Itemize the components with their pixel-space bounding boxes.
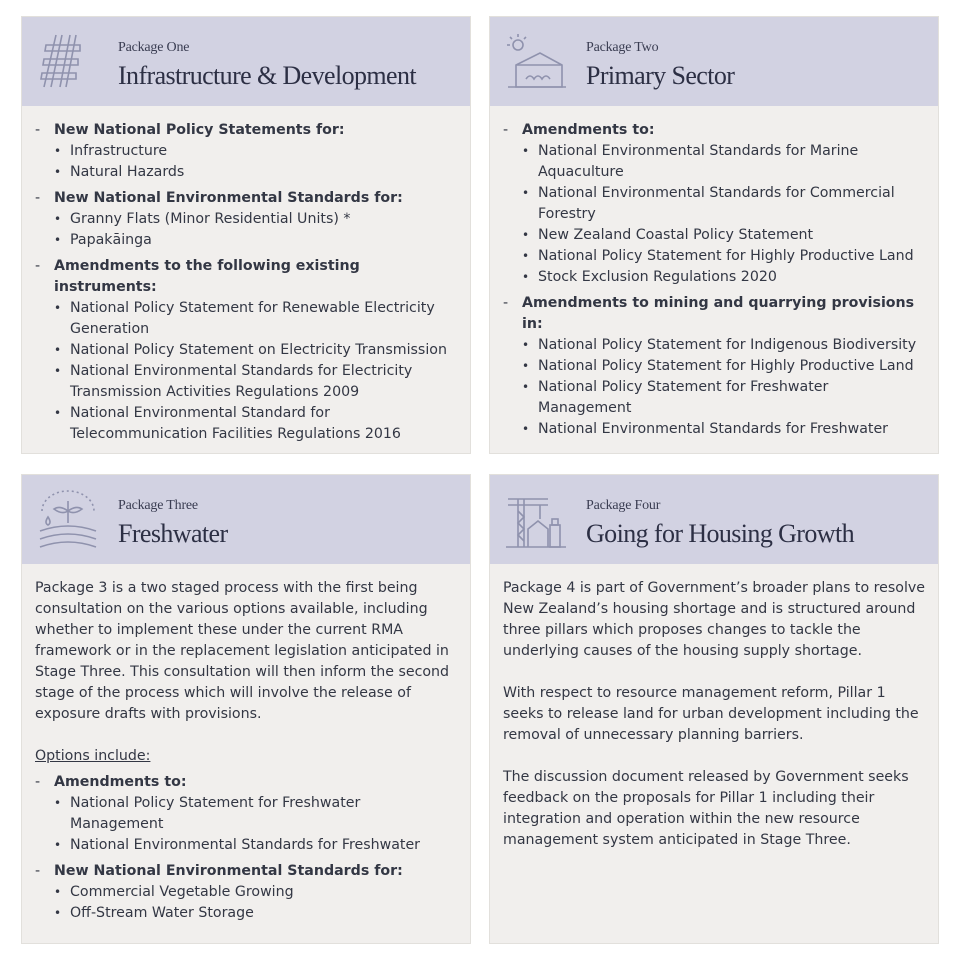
list-item: • Natural Hazards bbox=[70, 162, 458, 183]
package-kicker: Package Two bbox=[586, 40, 659, 55]
list-item: • Granny Flats (Minor Residential Units) * bbox=[70, 209, 458, 230]
card-body bbox=[22, 564, 470, 924]
list-item: • Infrastructure bbox=[70, 141, 458, 162]
intro-paragraph: Package 3 is a two staged process with the first being consultation on the various options available, including whether to implement these under the current RMA framework or in the replacement legislation anticipated in Stage Three. This consultation will then inform the second stage of the process which will involve the release of exposure drafts with provisions. bbox=[35, 580, 450, 722]
list-group bbox=[35, 861, 458, 924]
paragraph: With respect to resource management reform, Pillar 1 seeks to release land for urban development including the removal of unnecessary planning barriers. bbox=[503, 685, 919, 743]
list-item: • National Policy Statement for Freshwater Management bbox=[70, 793, 458, 835]
card-body bbox=[490, 106, 938, 440]
list-item: • National Policy Statement for Highly Productive Land bbox=[538, 246, 926, 267]
group-heading: - Amendments to: bbox=[35, 772, 458, 793]
irrigated-field-icon bbox=[36, 489, 100, 553]
list-item: • National Environmental Standards for Freshwater bbox=[538, 419, 926, 440]
list-item: • National Environmental Standards for Electricity Transmission Activities Regulations 2009 bbox=[70, 361, 458, 403]
construction-crane-icon bbox=[504, 489, 568, 553]
list-item: • National Environmental Standards for Commercial Forestry bbox=[538, 183, 926, 225]
package-title: Freshwater bbox=[118, 519, 228, 548]
group-heading: - New National Policy Statements for: bbox=[35, 120, 458, 141]
card-body bbox=[22, 106, 470, 445]
farm-barn-icon bbox=[504, 31, 568, 95]
package-kicker: Package Four bbox=[586, 498, 661, 513]
list-group bbox=[503, 293, 926, 440]
package-title: Going for Housing Growth bbox=[586, 519, 854, 548]
list-group bbox=[35, 256, 458, 445]
group-heading: - New National Environmental Standards for: bbox=[35, 861, 458, 882]
list-item: • National Environmental Standard for Telecommunication Facilities Regulations 2016 bbox=[70, 403, 458, 445]
list-item: • National Policy Statement for Renewable Electricity Generation bbox=[70, 298, 458, 340]
group-heading: - Amendments to mining and quarrying provisions in: bbox=[503, 293, 926, 335]
list-item: • New Zealand Coastal Policy Statement bbox=[538, 225, 926, 246]
list-item: • Commercial Vegetable Growing bbox=[70, 882, 458, 903]
list-item: • National Policy Statement for Indigenous Biodiversity bbox=[538, 335, 926, 356]
list-group bbox=[35, 120, 458, 183]
list-item: • National Policy Statement for Freshwater Management bbox=[538, 377, 926, 419]
package-one-card bbox=[21, 16, 471, 454]
group-heading: - Amendments to the following existing instruments: bbox=[35, 256, 458, 298]
list-group bbox=[35, 188, 458, 251]
card-body bbox=[490, 564, 938, 851]
list-group bbox=[35, 772, 458, 856]
group-heading: - New National Environmental Standards for: bbox=[35, 188, 458, 209]
paragraph: Package 4 is part of Government’s broader plans to resolve New Zealand’s housing shortage and is structured around three pillars which proposes changes to tackle the underlying causes of the housing supply shortage. bbox=[503, 580, 926, 659]
card-header bbox=[490, 17, 938, 106]
list-item: • Stock Exclusion Regulations 2020 bbox=[538, 267, 926, 288]
list-item: • Papakāinga bbox=[70, 230, 458, 251]
paragraph: The discussion document released by Government seeks feedback on the proposals for Pillar 1 including their integration and operation within the new resource management system anticipated in Stage Three. bbox=[503, 769, 909, 848]
list-item: • National Policy Statement on Electricity Transmission bbox=[70, 340, 458, 361]
rail-track-icon bbox=[36, 31, 100, 95]
package-four-card bbox=[489, 474, 939, 944]
package-title: Primary Sector bbox=[586, 61, 735, 90]
card-header bbox=[22, 475, 470, 564]
group-heading: - Amendments to: bbox=[503, 120, 926, 141]
list-item: • National Environmental Standards for Freshwater bbox=[70, 835, 458, 856]
package-kicker: Package Three bbox=[118, 498, 198, 513]
package-kicker: Package One bbox=[118, 40, 190, 55]
list-item: • Off-Stream Water Storage bbox=[70, 903, 458, 924]
package-three-card bbox=[21, 474, 471, 944]
list-item: • National Environmental Standards for Marine Aquaculture bbox=[538, 141, 926, 183]
options-label: Options include: bbox=[35, 748, 151, 764]
card-header bbox=[22, 17, 470, 106]
package-title: Infrastructure & Development bbox=[118, 61, 416, 90]
card-header bbox=[490, 475, 938, 564]
package-two-card bbox=[489, 16, 939, 454]
list-item: • National Policy Statement for Highly Productive Land bbox=[538, 356, 926, 377]
list-group bbox=[503, 120, 926, 288]
